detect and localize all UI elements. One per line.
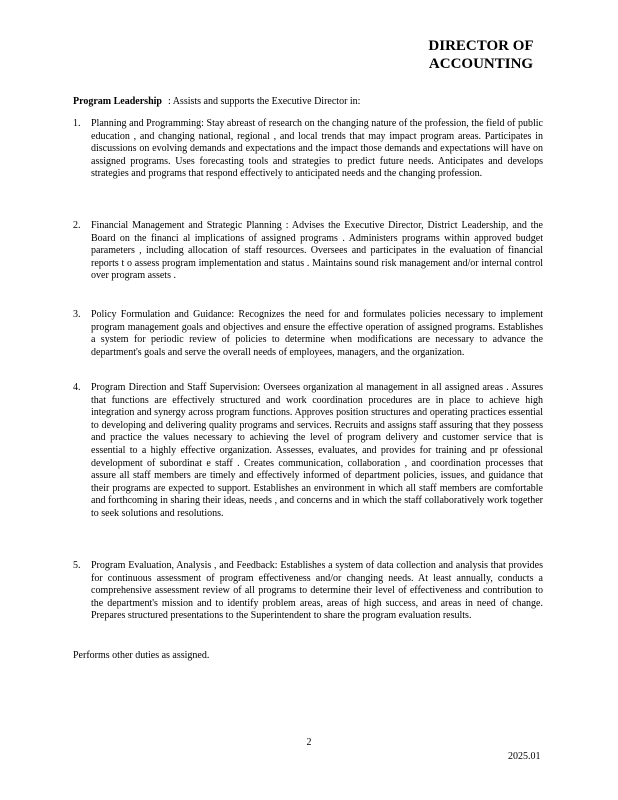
list-item-number: 2. [73,220,81,231]
list-item-policy [73,309,543,359]
title-line-2: ACCOUNTING [428,56,534,72]
list-item-number: 4. [73,382,81,393]
list-item-text: Program Direction and Staff Supervision: Oversees organization al management in all assigned areas . Assures that functions are effectively structured and work coordination procedures are in place to achieve high integration and synergy across program functions. Approves position structures and operating practices essential to developing and delivering quality programs and services. Recruits and assigns staff assuring that they possess and practice the values necessary to achieving the level of program delivery and customer service that is essential to a highly effective organization. Assesses, evaluates, and provides for training and pr ofessional development of subordinat e staff . Creates communication, collaboration , and coordination processes that assure all staff members are timely and effectively informed of department policies, issues, and guidance that their programs are expected to support. Establishes an environment in which all staff members are comfortable and forthcoming in sharing their ideas, needs , and concerns and in which the staff collaboratively work together to seek solutions and resolutions. [91,382,543,519]
list-item-number: 3. [73,309,81,320]
list-item-evaluation [73,560,543,623]
closing-statement: Performs other duties as assigned. [73,650,210,661]
list-item-text: Program Evaluation, Analysis , and Feedback: Establishes a system of data collection and analysis that provides for continuous assessment of program effectiveness and/or changing needs. At least annually, conducts a comprehensive assessment review of all programs to determine their level of effectiveness and contribution to the department's mission and to identify problem areas, areas of high success, and areas in need of change. Prepares structured presentations to the Superintendent to share the program evaluation results. [91,560,543,622]
list-item-text: Policy Formulation and Guidance: Recognizes the need for and formulates policies necessary to implement program management goals and objectives and ensure the effective operation of assigned programs. Establishes a system for periodic review of policies to determine when modifications are necessary to advance the department's goals and serve the overall needs of employees, managers, and the organization. [91,309,543,358]
list-item-number: 5. [73,560,81,571]
revision-date: 2025.01 [508,751,541,762]
lead-paragraph [73,96,543,108]
list-item-text: Planning and Programming: Stay abreast of research on the changing nature of the profession, the field of public education , and changing national, regional , and local trends that may impact program areas. Participates in discussions on evolving demands and expectations and the impact those demands and expectations will have on assigned programs. Uses forecasting tools and strategies to predict future needs. Anticipates and develops strategies and programs that respond effectively to anticipated needs and the changing profession. [91,118,543,180]
lead-heading: Program Leadership [73,96,162,107]
list-item-number: 1. [73,118,81,129]
list-item-planning [73,118,543,181]
title-line-1: DIRECTOR OF [428,38,534,54]
list-item-financial [73,220,543,283]
list-item-text: Financial Management and Strategic Planning : Advises the Executive Director, District Leadership, and the Board on the financi al implications of assigned programs . Administers programs within approved budget parameters , including allocation of staff resources. Oversees and participates in the evaluation of financial reports t o assess program implementation and status . Maintains sound risk management and/or internal control over program assets . [91,220,543,282]
list-item-direction [73,382,543,521]
document-title [396,37,566,73]
lead-text: : Assists and supports the Executive Director in: [167,96,361,107]
page-number: 2 [306,737,312,748]
